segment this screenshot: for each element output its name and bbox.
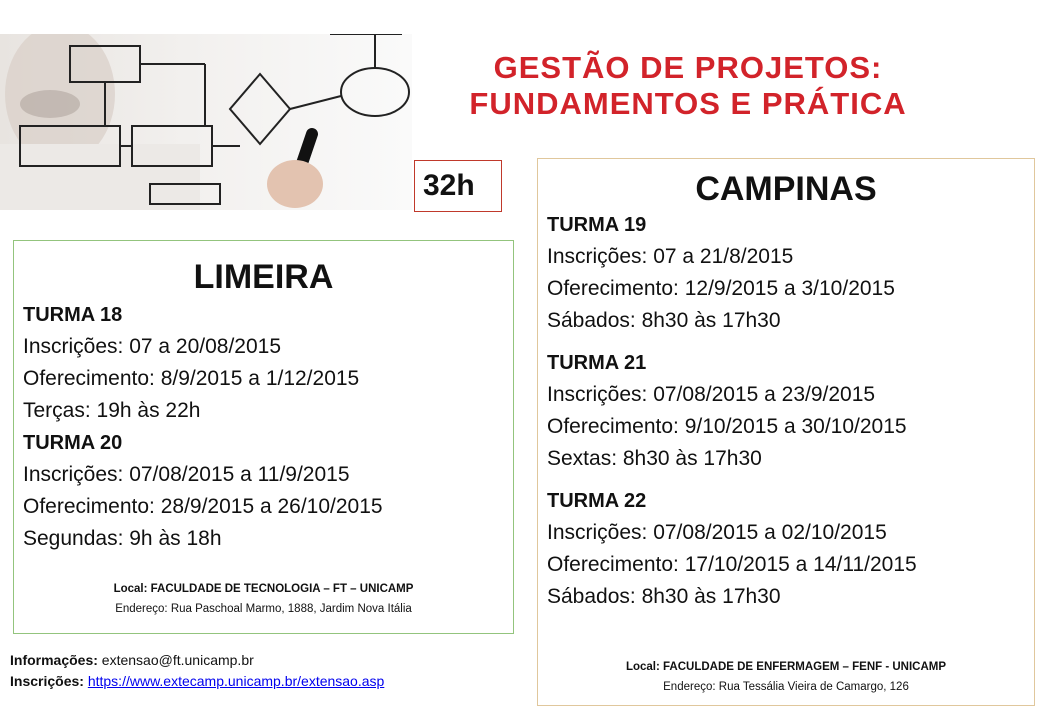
person-drawing-flowchart-image	[0, 34, 412, 210]
location-address: Endereço: Rua Paschoal Marmo, 1888, Jardim Nova Itália	[115, 603, 412, 615]
limeira-group-turma-18	[14, 299, 513, 427]
hours-badge: 32h	[414, 160, 502, 212]
campinas-city-title: CAMPINAS	[695, 170, 877, 208]
location-name: Local: FACULDADE DE ENFERMAGEM – FENF - UNICAMP	[625, 661, 947, 673]
location-address: Endereço: Rua Tessália Vieira de Camargo, 126	[663, 681, 909, 693]
schedule-line: Sábados: 8h30 às 17h30	[547, 309, 781, 332]
title-line-1: GESTÃO DE PROJETOS:	[493, 50, 883, 85]
turma-label: TURMA 21	[547, 352, 647, 374]
campinas-location	[538, 657, 1034, 697]
inscricoes-link-line	[10, 671, 384, 692]
turma-label: TURMA 22	[547, 490, 647, 512]
page-title	[418, 50, 958, 122]
campinas-group-turma-21	[538, 347, 1034, 475]
limeira-city-title: LIMEIRA	[193, 258, 334, 296]
oferecimento-line: Oferecimento: 9/10/2015 a 30/10/2015	[547, 415, 907, 438]
inscricoes-link[interactable]: https://www.extecamp.unicamp.br/extensao.asp	[87, 673, 385, 689]
schedule-line: Sábados: 8h30 às 17h30	[547, 585, 781, 608]
info-email: extensao@ft.unicamp.br	[97, 652, 254, 668]
inscricoes-line: Inscrições: 07/08/2015 a 02/10/2015	[547, 521, 887, 544]
limeira-location	[14, 579, 513, 619]
campinas-group-turma-22	[538, 485, 1034, 613]
campinas-group-turma-19	[538, 209, 1034, 337]
footer-contact	[10, 650, 384, 692]
title-line-2: FUNDAMENTOS E PRÁTICA	[469, 86, 907, 121]
inscricoes-line: Inscrições: 07/08/2015 a 11/9/2015	[23, 463, 350, 486]
turma-label: TURMA 18	[23, 304, 123, 326]
info-line	[10, 650, 384, 671]
oferecimento-line: Oferecimento: 8/9/2015 a 1/12/2015	[23, 367, 360, 390]
oferecimento-line: Oferecimento: 28/9/2015 a 26/10/2015	[23, 495, 383, 518]
inscricoes-line: Inscrições: 07/08/2015 a 23/9/2015	[547, 383, 876, 406]
inscricoes-line: Inscrições: 07 a 21/8/2015	[547, 245, 794, 268]
schedule-line: Sextas: 8h30 às 17h30	[547, 447, 762, 470]
schedule-line: Segundas: 9h às 18h	[23, 527, 222, 550]
limeira-group-turma-20	[14, 427, 513, 555]
inscricoes-label: Inscrições:	[10, 673, 84, 689]
schedule-line: Terças: 19h às 22h	[23, 399, 201, 422]
info-label: Informações:	[10, 652, 98, 668]
oferecimento-line: Oferecimento: 17/10/2015 a 14/11/2015	[547, 553, 917, 576]
oferecimento-line: Oferecimento: 12/9/2015 a 3/10/2015	[547, 277, 895, 300]
turma-label: TURMA 20	[23, 432, 123, 454]
campinas-panel	[537, 158, 1035, 706]
inscricoes-line: Inscrições: 07 a 20/08/2015	[23, 335, 282, 358]
location-name: Local: FACULDADE DE TECNOLOGIA – FT – UNICAMP	[113, 583, 414, 595]
hero-image	[0, 34, 412, 210]
limeira-panel	[13, 240, 514, 634]
turma-label: TURMA 19	[547, 214, 647, 236]
